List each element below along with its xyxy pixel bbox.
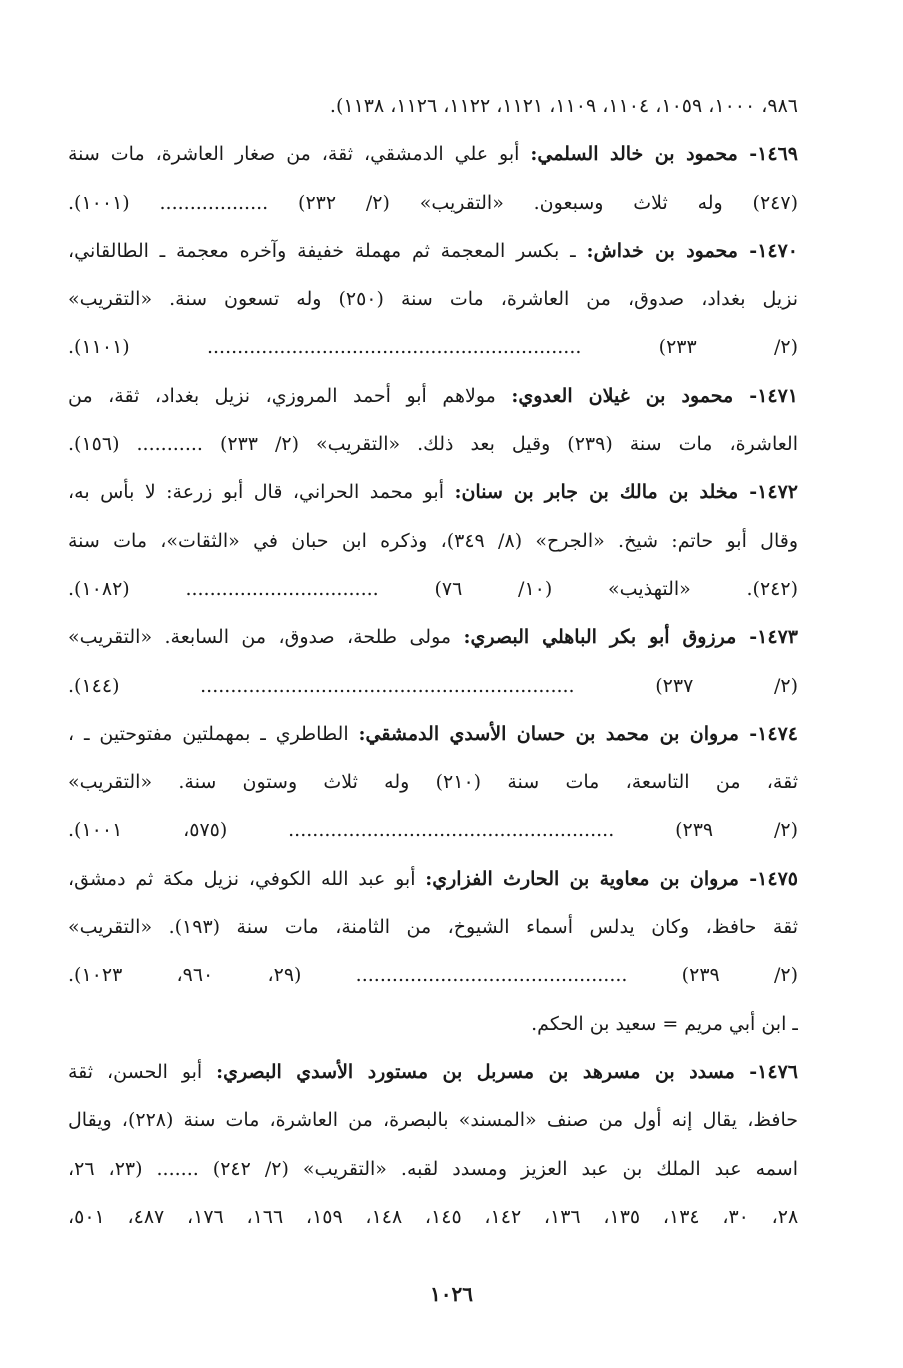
text-line-16 <box>68 806 798 854</box>
entry-1473-heading: ١٤٧٣- مرزوق أبو بكر الباهلي البصري: <box>463 626 798 649</box>
line-21-text: أبو الحسن، ثقة <box>68 1060 217 1083</box>
text-line-4 <box>68 227 798 275</box>
text-line-9 <box>68 468 798 516</box>
text-line-2 <box>68 130 798 178</box>
line-1-text: ٩٨٦، ١٠٠٠، ١٠٥٩، ١١٠٤، ١١٠٩، ١١٢١، ١١٢٢، ١١٢٦، ١١٣٨). <box>329 95 798 117</box>
text-line-11 <box>68 565 798 613</box>
entry-1471-heading: ١٤٧١- محمود بن غيلان العدوي: <box>511 384 798 407</box>
line-10-text: وقال أبو حاتم: شيخ. «الجرح» (٨/ ٣٤٩)، وذكره ابن حبان في «الثقات»، مات سنة <box>68 529 798 552</box>
text-line-15 <box>68 758 798 806</box>
line-4-text: ـ بكسر المعجمة ثم مهملة خفيفة وآخره معجمة ـ الطالقاني، <box>68 239 587 262</box>
text-line-5 <box>68 275 798 323</box>
entry-1475-heading: ١٤٧٥- مروان بن معاوية بن الحارث الفزاري: <box>425 867 798 890</box>
text-line-17 <box>68 855 798 903</box>
text-line-12 <box>68 613 798 661</box>
text-line-24 <box>68 1193 798 1241</box>
line-15-text: ثقة، من التاسعة، مات سنة (٢١٠) وله ثلاث وستون سنة. «التقريب» <box>68 771 798 794</box>
text-line-1 <box>68 82 798 130</box>
entry-1472-heading: ١٤٧٢- مخلد بن مالك بن جابر بن سنان: <box>454 481 798 504</box>
text-line-20 <box>68 1000 798 1048</box>
text-line-21 <box>68 1048 798 1096</box>
line-7-text: مولاهم أبو أحمد المروزي، نزيل بغداد، ثقة، من <box>68 384 512 407</box>
line-8-text: العاشرة، مات سنة (٢٣٩) وقيل بعد ذلك. «التقريب» (٢/ ٢٣٣) ........... (١٥٦). <box>68 433 798 456</box>
line-11-text: (٢٤٢). «التهذيب» (١٠/ ٧٦) ................................ (١٠٨٢). <box>68 577 798 600</box>
text-line-23 <box>68 1145 798 1193</box>
page-number: ١٠٢٦ <box>430 1282 473 1306</box>
line-17-text: أبو عبد الله الكوفي، نزيل مكة ثم دمشق، <box>68 867 426 890</box>
text-line-22 <box>68 1096 798 1144</box>
line-19-text: (٢/ ٢٣٩) ............................................. (٢٩، ٩٦٠، ١٠٢٣). <box>68 964 798 987</box>
text-line-3 <box>68 179 798 227</box>
text-line-6 <box>68 323 798 371</box>
line-18-text: ثقة حافظ، وكان يدلس أسماء الشيوخ، من الثامنة، مات سنة (١٩٣). «التقريب» <box>68 916 798 939</box>
text-line-10 <box>68 517 798 565</box>
line-6-text: (٢/ ٢٣٣) .............................................................. (١١٠١). <box>68 336 798 359</box>
line-13-text: (٢/ ٢٣٧) .............................................................. (١٤٤). <box>68 674 798 697</box>
line-14-text: الطاطري ـ بمهملتين مفتوحتين ـ ، <box>68 722 359 745</box>
text-line-8 <box>68 420 798 468</box>
line-22-text: حافظ، يقال إنه أول من صنف «المسند» بالبصرة، من العاشرة، مات سنة (٢٢٨)، ويقال <box>68 1109 798 1132</box>
line-12-text: مولى طلحة، صدوق، من السابعة. «التقريب» <box>68 626 464 649</box>
entry-1474-heading: ١٤٧٤- مروان بن محمد بن حسان الأسدي الدمشقي: <box>358 722 798 745</box>
document-page <box>68 82 798 1241</box>
line-24-text: ٢٨، ٣٠، ١٣٤، ١٣٥، ١٣٦، ١٤٢، ١٤٥، ١٤٨، ١٥٩، ١٦٦، ١٧٦، ٤٨٧، ٥٠١، <box>68 1205 798 1228</box>
entry-1469-heading: ١٤٦٩- محمود بن خالد السلمي: <box>530 143 798 166</box>
text-line-19 <box>68 951 798 999</box>
line-3-text: (٢٤٧) وله ثلاث وسبعون. «التقريب» (٢/ ٢٣٢) .................. (١٠٠١). <box>68 191 798 214</box>
line-16-text: (٢/ ٢٣٩) ...................................................... (٥٧٥، ١٠٠١). <box>68 819 798 842</box>
text-line-13 <box>68 662 798 710</box>
cross-reference-note: ـ ابن أبي مريم = سعيد بن الحكم. <box>531 1012 798 1035</box>
text-line-18 <box>68 903 798 951</box>
line-23-text: اسمه عبد الملك بن عبد العزيز ومسدد لقبه. «التقريب» (٢/ ٢٤٢) ....... (٢٣، ٢٦، <box>68 1157 798 1180</box>
line-2-text: أبو علي الدمشقي، ثقة، من صغار العاشرة، مات سنة <box>68 143 531 166</box>
line-5-text: نزيل بغداد، صدوق، من العاشرة، مات سنة (٢٥٠) وله تسعون سنة. «التقريب» <box>68 288 798 311</box>
text-line-7 <box>68 372 798 420</box>
text-line-14 <box>68 710 798 758</box>
entry-1476-heading: ١٤٧٦- مسدد بن مسرهد بن مسربل بن مستورد الأسدي البصري: <box>216 1060 798 1083</box>
entry-1470-heading: ١٤٧٠- محمود بن خداش: <box>586 239 798 262</box>
line-9-text: أبو محمد الحراني، قال أبو زرعة: لا بأس به، <box>68 481 455 504</box>
